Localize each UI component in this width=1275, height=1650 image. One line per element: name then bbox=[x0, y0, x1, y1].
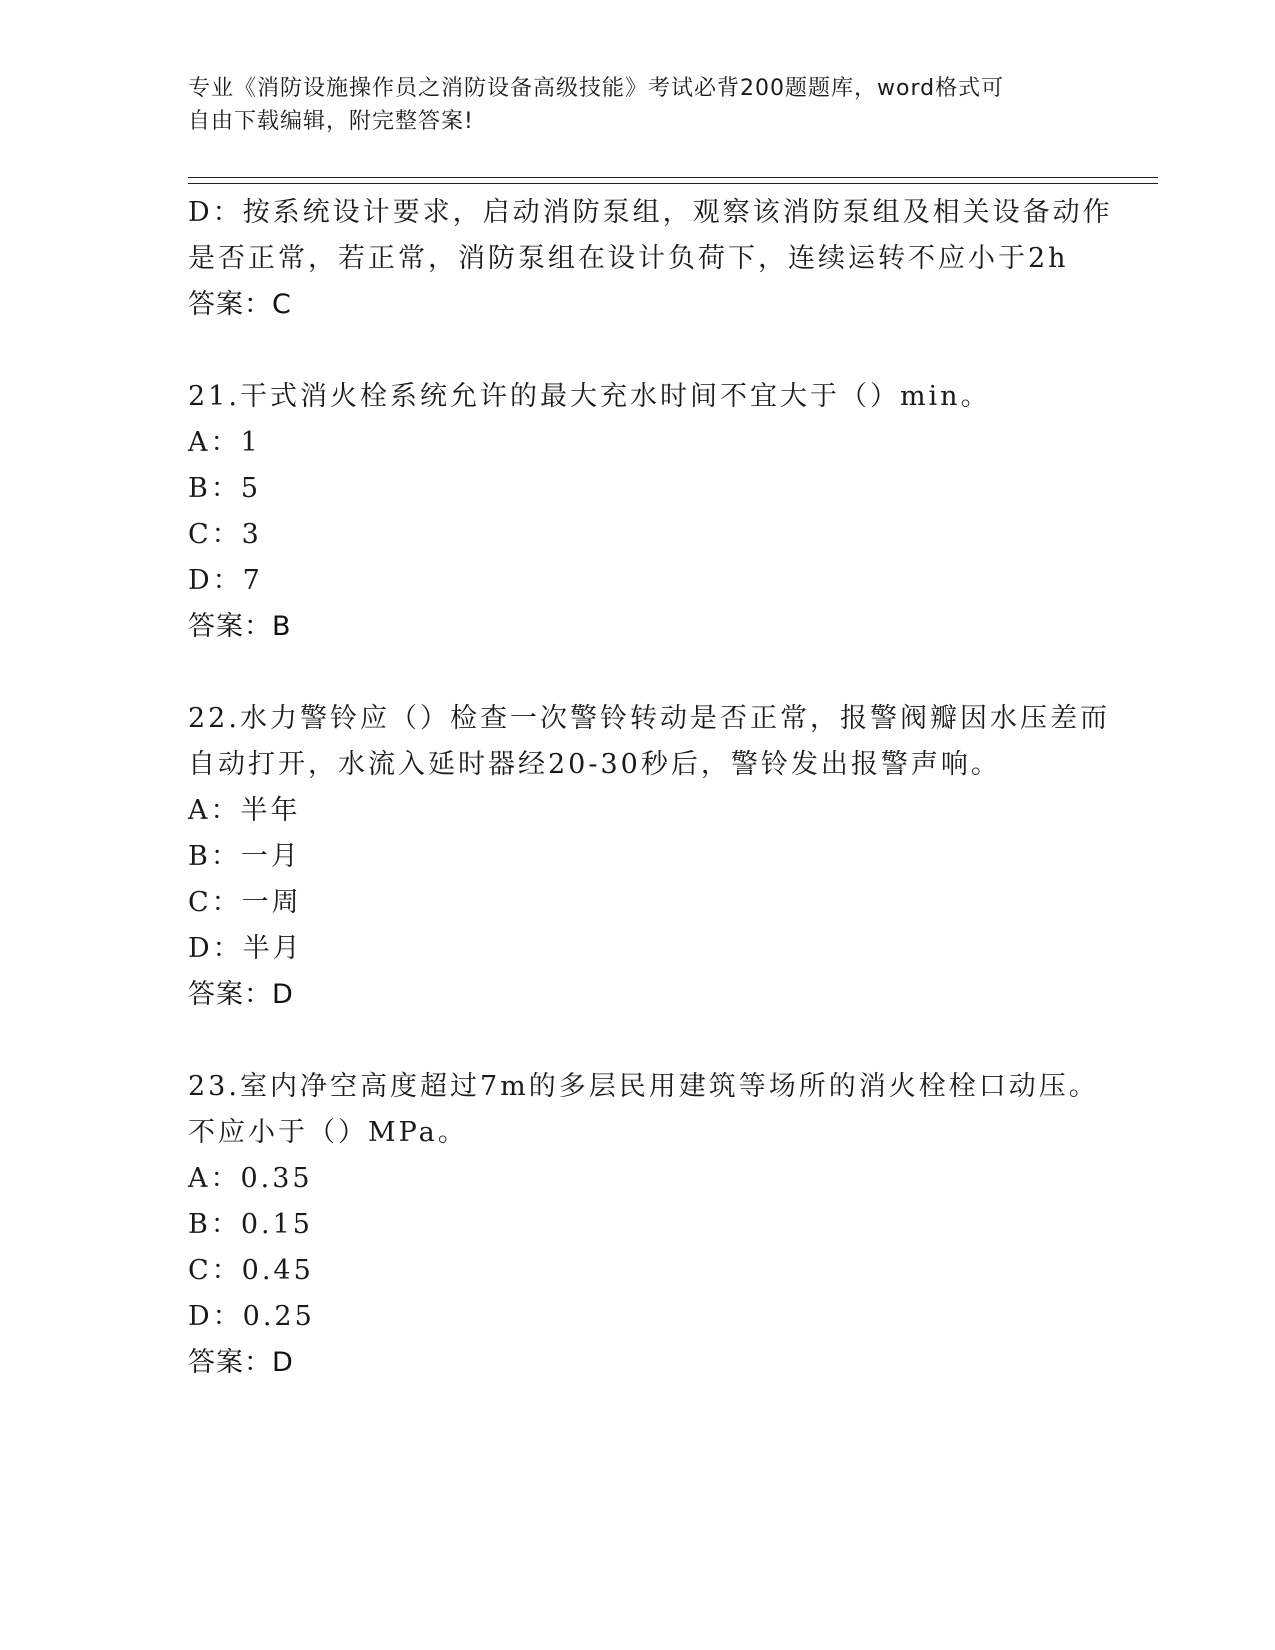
option-d-line-1: D：按系统设计要求，启动消防泵组，观察该消防泵组及相关设备动作 bbox=[188, 197, 1113, 228]
question-stem-line-2: 不应小于（）MPa。 bbox=[188, 1117, 468, 1148]
option-d: D：0.25 bbox=[188, 1301, 315, 1332]
question-23 bbox=[188, 1064, 1099, 1386]
header-rule-top bbox=[188, 177, 1158, 178]
option-d: D：7 bbox=[188, 565, 263, 596]
option-a: A：0.35 bbox=[188, 1163, 313, 1194]
option-a: A：1 bbox=[188, 427, 261, 458]
option-c: C：一周 bbox=[188, 887, 302, 918]
header-line-2: 自由下载编辑，附完整答案! bbox=[188, 109, 474, 134]
previous-question-tail bbox=[188, 190, 1113, 328]
spacer bbox=[188, 650, 1088, 696]
document-body bbox=[188, 190, 1113, 1386]
answer-line: 答案：B bbox=[188, 611, 292, 642]
spacer bbox=[188, 328, 1088, 374]
question-22 bbox=[188, 696, 1110, 1018]
spacer bbox=[188, 1018, 1088, 1064]
option-a: A：半年 bbox=[188, 795, 301, 826]
answer-line: 答案：D bbox=[188, 1347, 294, 1378]
header-line-1: 专业《消防设施操作员之消防设备高级技能》考试必背200题题库，word格式可 bbox=[188, 76, 1005, 101]
option-c: C：0.45 bbox=[188, 1255, 314, 1286]
option-d-line-2: 是否正常，若正常，消防泵组在设计负荷下，连续运转不应小于2h bbox=[188, 243, 1069, 274]
document-header bbox=[188, 72, 1088, 138]
answer-line: 答案：C bbox=[188, 289, 292, 320]
option-b: B：一月 bbox=[188, 841, 301, 872]
answer-line: 答案：D bbox=[188, 979, 294, 1010]
question-stem-line-1: 23.室内净空高度超过7m的多层民用建筑等场所的消火栓栓口动压。 bbox=[188, 1071, 1099, 1102]
option-b: B：5 bbox=[188, 473, 262, 504]
question-21 bbox=[188, 374, 1088, 650]
header-rule-bottom bbox=[188, 183, 1158, 184]
option-c: C：3 bbox=[188, 519, 262, 550]
question-stem-line-2: 自动打开，水流入延时器经20-30秒后，警铃发出报警声响。 bbox=[188, 749, 1001, 780]
option-d: D：半月 bbox=[188, 933, 303, 964]
question-stem: 21.干式消火栓系统允许的最大充水时间不宜大于（）min。 bbox=[188, 381, 991, 412]
question-stem-line-1: 22.水力警铃应（）检查一次警铃转动是否正常，报警阀瓣因水压差而 bbox=[188, 703, 1110, 734]
option-b: B：0.15 bbox=[188, 1209, 313, 1240]
